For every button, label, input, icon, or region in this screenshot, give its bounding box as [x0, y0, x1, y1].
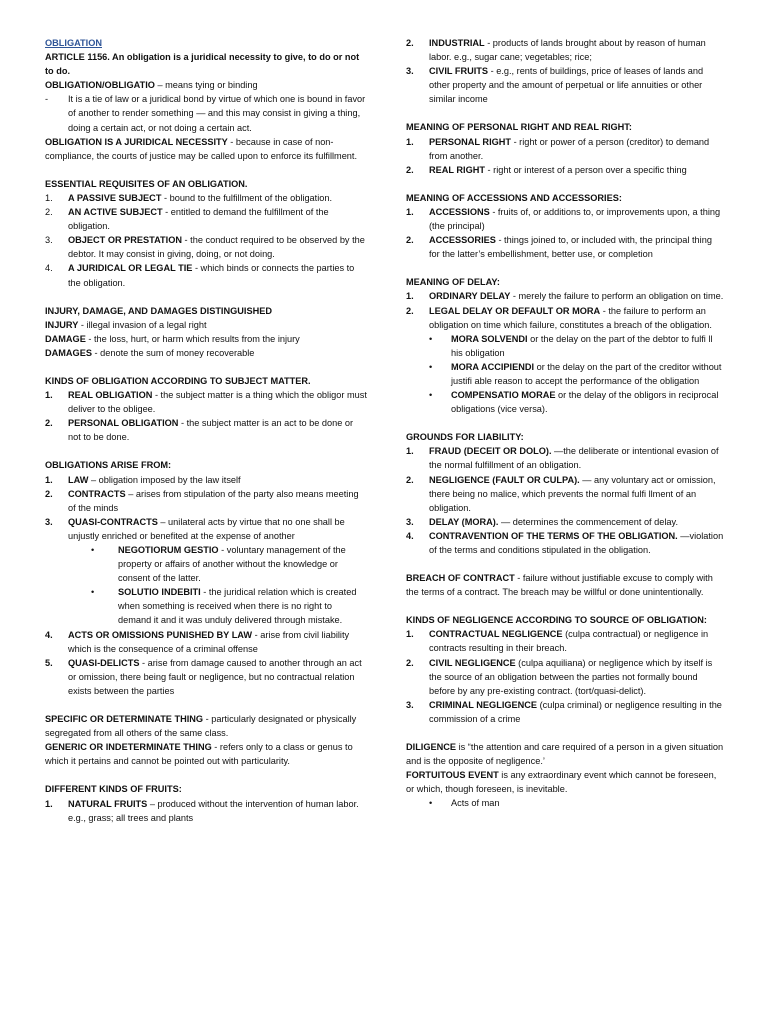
list-item: 3. OBJECT OR PRESTATION - the conduct required to be observed by the debtor. It may consist in giving, doing, or not doing. [45, 235, 365, 260]
list-item: 2. REAL RIGHT - right or interest of a person over a specific thing [406, 164, 687, 175]
bullet-icon: • [91, 545, 95, 555]
list-item: 5. QUASI-DELICTS - arise from damage caused to another through an act or omission, there being fault or negligence, but no contractual relation exists between the parties [45, 657, 362, 696]
title-link[interactable]: OBLIGATION [45, 38, 102, 48]
tie-of-law-item: - It is a tie of law or a juridical bond by virtue of which one is bound in favor of another to render something — and this may consist in giving a thing, doing a certain act, or not doing a certain act. [45, 94, 366, 133]
bullet-icon: • [429, 390, 433, 401]
obligation-definition: OBLIGATION/OBLIGATIO – means tying or binding [45, 80, 258, 91]
negligence-heading: KINDS OF NEGLIGENCE ACCORDING TO SOURCE OF OBLIGATION: [406, 615, 707, 626]
obligations-arise-heading: OBLIGATIONS ARISE FROM: [45, 460, 172, 471]
list-item: 1. LAW – obligation imposed by the law itself [45, 474, 241, 485]
bullet-icon: • [429, 333, 433, 344]
list-item: 2. LEGAL DELAY OR DEFAULT OR MORA - the failure to perform an obligation on time which failure, constitutes a breach of the obligation. [406, 305, 712, 330]
list-item: 2. INDUSTRIAL - products of lands brought about by reason of human labor. e.g., sugar cane; vegetables; rice; [406, 38, 706, 63]
list-item: 1. NATURAL FRUITS – produced without the intervention of human labor. e.g., grass; all trees and plants [45, 798, 359, 823]
list-item: 1. A PASSIVE SUBJECT - bound to the fulfillment of the obligation. [45, 192, 333, 203]
bullet-item: • MORA ACCIPIENDI or the delay on the part of the creditor without justifi able reason to accept the performance of the obligation [429, 361, 722, 386]
bullet-item: • SOLUTIO INDEBITI - the juridical relation which is created when something is received when there is no right to demand it and it was unduly delivered through mistake. [91, 587, 357, 626]
breach-of-contract: BREACH OF CONTRACT - failure without justifiable excuse to comply with the terms of a contract. The breach may be willful or done unintentionally. [406, 573, 713, 598]
list-item: 1. ORDINARY DELAY - merely the failure to perform an obligation on time. [406, 291, 724, 302]
damages-definition: DAMAGES - denote the sum of money recoverable [45, 347, 255, 358]
bullet-item: • MORA SOLVENDI or the delay on the part of the debtor to fulfi ll his obligation [429, 333, 713, 358]
list-item: 3. CRIMINAL NEGLIGENCE (culpa criminal) or negligence resulting in the commission of a crime [406, 699, 722, 724]
list-item: 4. ACTS OR OMISSIONS PUNISHED BY LAW - arise from civil liability which is the consequence of a criminal offense [45, 629, 350, 654]
list-item: 3. CIVIL FRUITS - e.g., rents of buildings, price of leases of lands and other property and the amount of perpetual or life annuities or other similar income [406, 66, 704, 105]
generic-thing-definition: GENERIC OR INDETERMINATE THING - refers only to a class or genus to which it pertains and cannot be pointed out with particularity. [45, 742, 353, 767]
list-item: 1. REAL OBLIGATION - the subject matter is a thing which the obligor must deliver to the obligee. [45, 390, 367, 415]
bullet-item: • COMPENSATIO MORAE or the delay of the obligors in reciprocal obligations (vice versa). [429, 390, 719, 415]
list-item: 2. ACCESSORIES - things joined to, or included with, the principal thing for the latter’s embellishment, better use, or completion [406, 235, 712, 260]
left-column [45, 36, 367, 825]
injury-heading: INJURY, DAMAGE, AND DAMAGES DISTINGUISHED [45, 305, 272, 316]
list-item: 2. CONTRACTS – arises from stipulation of the party also means meeting of the minds [45, 488, 359, 513]
grounds-heading: GROUNDS FOR LIABILITY: [406, 432, 524, 443]
diligence-definition: DILIGENCE is “the attention and care required of a person in a given situation and is the opposite of negligence.’ [406, 742, 724, 767]
list-item: 3. DELAY (MORA). — determines the commencement of delay. [406, 516, 678, 527]
list-item: 2. NEGLIGENCE (FAULT OR CULPA). — any voluntary act or omission, there being no malice, which prevents the normal fulfi llment of an obligation. [406, 474, 716, 513]
personal-real-right-heading: MEANING OF PERSONAL RIGHT AND REAL RIGHT: [406, 122, 632, 133]
list-item: 4. CONTRAVENTION OF THE TERMS OF THE OBLIGATION. —violation of the terms and conditions stipulated in the obligation. [406, 530, 724, 555]
list-item: 1. PERSONAL RIGHT - right or power of a person (creditor) to demand from another. [406, 136, 710, 161]
list-item: 1. ACCESSIONS - fruits of, or additions to, or improvements upon, a thing (the principal) [406, 206, 721, 232]
bullet-icon: • [429, 361, 433, 372]
bullet-icon: • [429, 798, 433, 809]
bullet-icon: • [91, 587, 95, 598]
document-title [45, 36, 367, 50]
list-item: 1. FRAUD (DECEIT OR DOLO). —the deliberate or intentional evasion of the normal fulfillment of an obligation. [406, 446, 719, 471]
list-item: 1. CONTRACTUAL NEGLIGENCE (culpa contractual) or negligence in contracts resulting in their breach. [406, 629, 709, 654]
injury-definition: INJURY - illegal invasion of a legal right [45, 319, 207, 330]
essential-requisites-heading: ESSENTIAL REQUISITES OF AN OBLIGATION. [45, 178, 248, 189]
accessions-heading: MEANING OF ACCESSIONS AND ACCESSORIES: [406, 192, 622, 203]
specific-thing-definition: SPECIFIC OR DETERMINATE THING - particularly designated or physically segregated from all others of the same class. [45, 714, 357, 739]
list-item: 2. AN ACTIVE SUBJECT - entitled to demand the fulfillment of the obligation. [45, 207, 329, 232]
list-item: 2. PERSONAL OBLIGATION - the subject matter is an act to be done or not to be done. [45, 418, 354, 443]
fortuitous-event-definition: FORTUITOUS EVENT is any extraordinary event which cannot be foreseen, or which, though foreseen, is inevitable. [406, 770, 717, 795]
bullet-item: • NEGOTIORUM GESTIO - voluntary management of the property or affairs of another without the knowledge or consent of the latter. [91, 545, 346, 584]
article-1156: ARTICLE 1156. An obligation is a juridical necessity to give, to do or not to do. [45, 52, 360, 77]
damage-definition: DAMAGE - the loss, hurt, or harm which results from the injury [45, 333, 300, 344]
list-item: 2. CIVIL NEGLIGENCE (culpa aquiliana) or negligence which by itself is the source of an obligation between the parties not formally bound before by any pre-existing contract. (tort/quasi-delict). [406, 657, 713, 696]
fruits-heading: DIFFERENT KINDS OF FRUITS: [45, 784, 182, 795]
juridical-necessity: OBLIGATION IS A JURIDICAL NECESSITY - because in case of non-compliance, the courts of justice may be called upon to enforce its fulfillment. [45, 136, 358, 161]
bullet-item: • Acts of man [406, 796, 724, 810]
delay-heading: MEANING OF DELAY: [406, 277, 500, 288]
list-item: 3. QUASI-CONTRACTS – unilateral acts by virtue that no one shall be unjustly enriched or benefited at the expense of another [45, 516, 345, 541]
list-item: 4. A JURIDICAL OR LEGAL TIE - which binds or connects the parties to the obligation. [45, 263, 355, 288]
right-column [406, 36, 724, 811]
kinds-subject-matter-heading: KINDS OF OBLIGATION ACCORDING TO SUBJECT MATTER. [45, 375, 311, 386]
